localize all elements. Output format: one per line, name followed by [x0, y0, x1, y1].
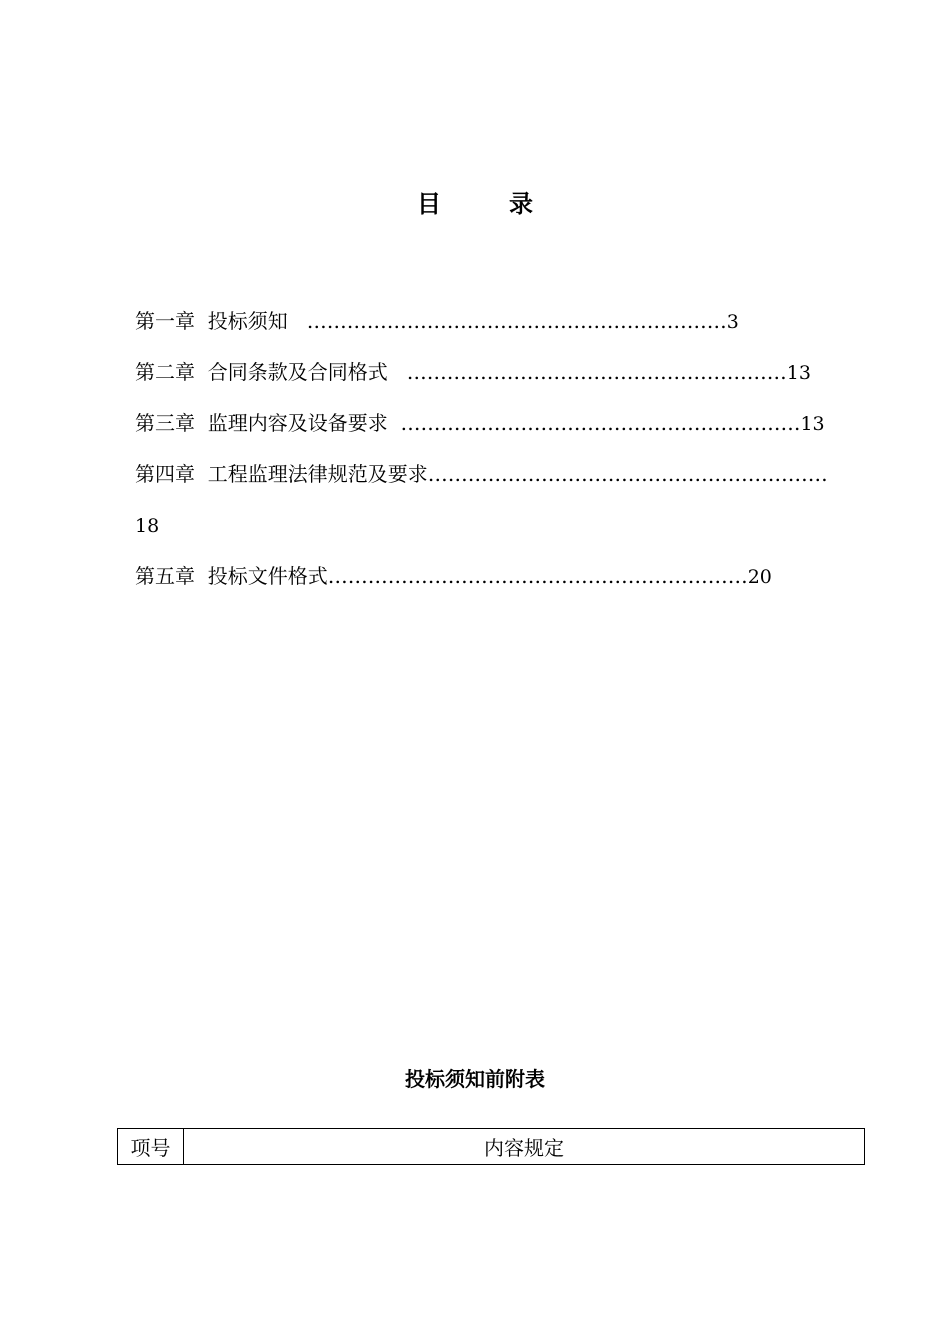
- toc-chapter: 第一章: [135, 309, 195, 333]
- toc-entry-4[interactable]: [135, 462, 828, 486]
- toc-page-number: 3: [726, 311, 739, 333]
- toc-page-number: 18: [135, 515, 160, 537]
- toc-leader-dots: ………………………………………………………: [327, 564, 748, 588]
- toc-entry-2[interactable]: [135, 360, 811, 385]
- toc-entry-title: 工程监理法律规范及要求: [207, 462, 428, 486]
- toc-entry-3[interactable]: [135, 411, 825, 436]
- toc-leader-dots: …………………………………………………: [406, 360, 787, 384]
- toc-entry-title: 投标须知: [207, 309, 288, 333]
- toc-title-right: 录: [509, 190, 533, 218]
- toc-entry-title: 合同条款及合同格式: [207, 360, 388, 384]
- appendix-table: [117, 1128, 865, 1165]
- toc-entry-title: 监理内容及设备要求: [207, 411, 388, 435]
- toc-chapter: 第四章: [135, 462, 195, 486]
- toc-chapter: 第二章: [135, 360, 195, 384]
- toc-entry-title: 投标文件格式: [207, 564, 328, 588]
- toc-title: [0, 184, 950, 219]
- toc-leader-dots: ……………………………………………………: [427, 462, 828, 486]
- toc-leader-dots: ……………………………………………………: [400, 411, 801, 435]
- toc-page-number: 20: [747, 566, 772, 588]
- table-header-content: 内容规定: [484, 1136, 564, 1160]
- toc-chapter: 第五章: [135, 564, 195, 588]
- toc-page-number: 13: [800, 413, 825, 435]
- appendix-title: 投标须知前附表: [405, 1067, 545, 1091]
- toc-entry-5[interactable]: [135, 564, 772, 589]
- toc-entry-1[interactable]: [135, 309, 739, 334]
- table-header-item-no: 项号: [118, 1129, 184, 1164]
- toc-leader-dots: ………………………………………………………: [306, 309, 727, 333]
- toc-title-left: 目: [417, 190, 441, 218]
- toc-page-number: 13: [786, 362, 811, 384]
- toc-entry-4-page: [135, 513, 159, 538]
- toc-chapter: 第三章: [135, 411, 195, 435]
